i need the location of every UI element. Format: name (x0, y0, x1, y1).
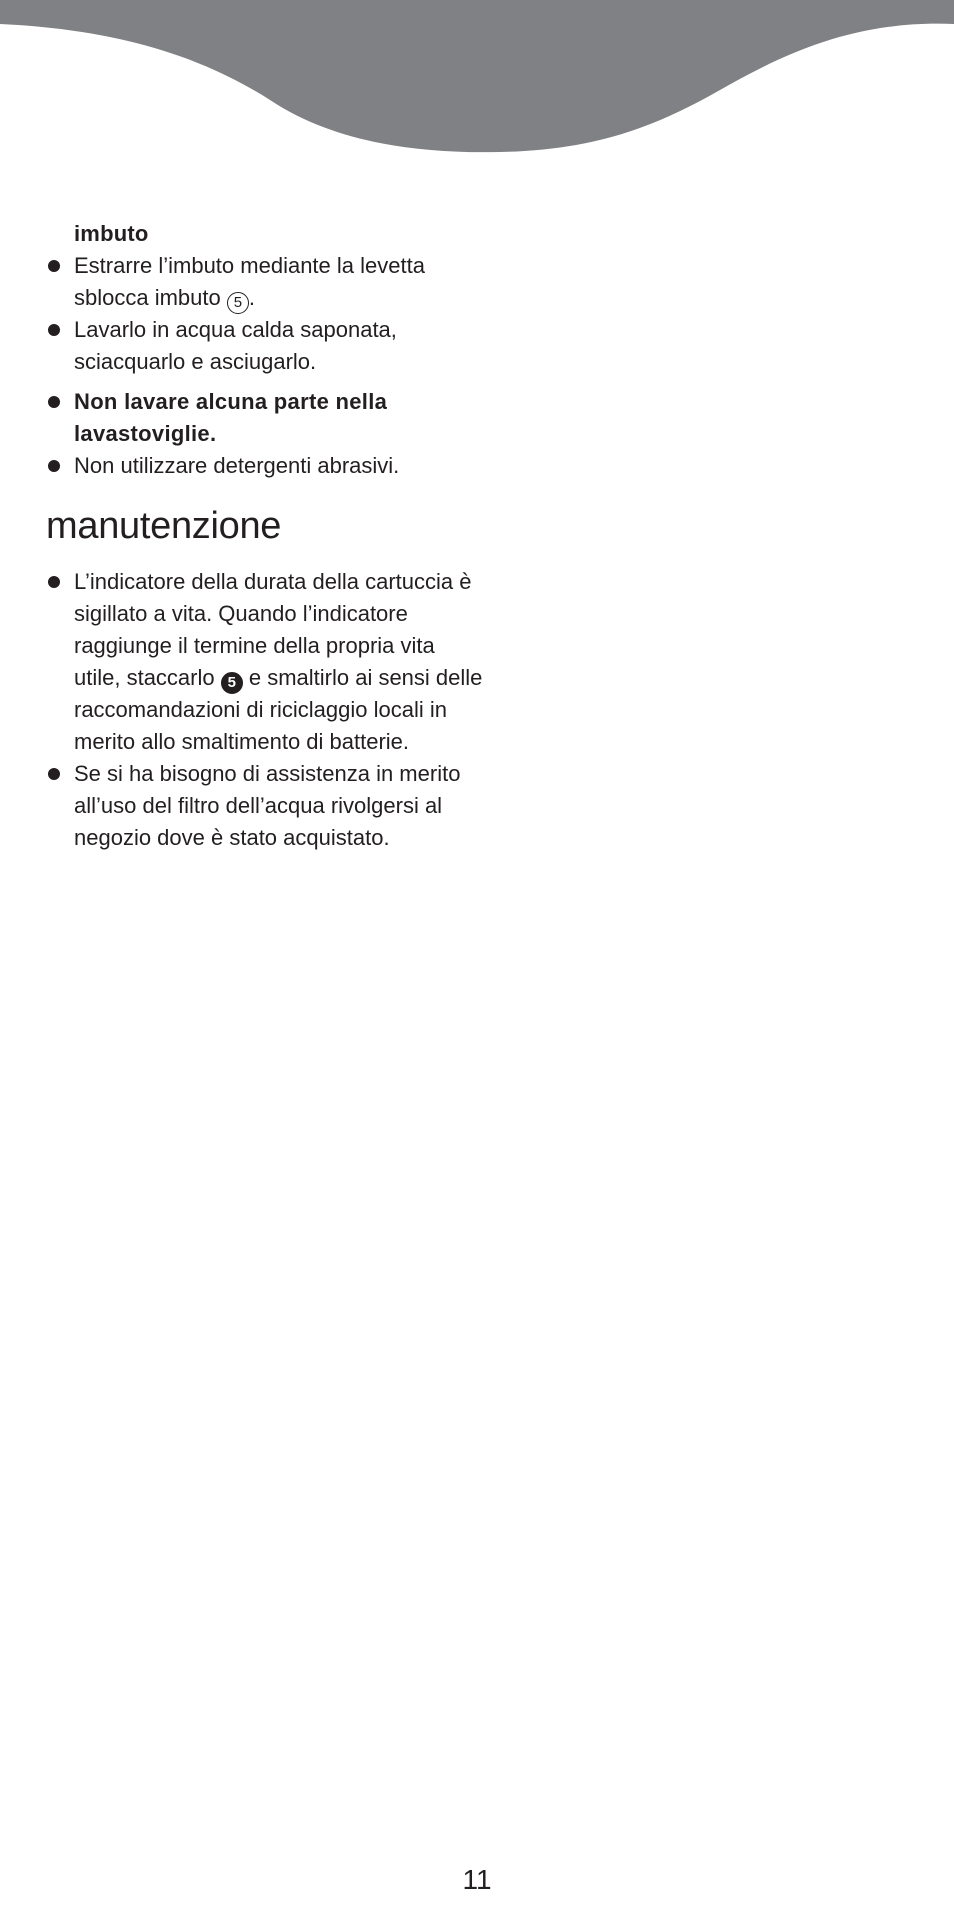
list-item (46, 250, 486, 314)
bullet-icon (48, 396, 60, 408)
bullet-icon (48, 768, 60, 780)
list-item-text: Estrarre l’imbuto mediante la levetta sblocca imbuto (74, 253, 425, 310)
list-item-text: Non utilizzare detergenti abrasivi. (74, 453, 400, 478)
list-item (46, 450, 486, 482)
bullet-icon (48, 460, 60, 472)
page-number: 11 (462, 1864, 492, 1895)
cleaning-list (46, 250, 486, 378)
subheading-imbuto: imbuto (74, 221, 149, 246)
filled-circled-number-icon: 5 (221, 672, 243, 694)
header-wave-shape (0, 0, 954, 152)
bullet-icon (48, 576, 60, 588)
bullet-icon (48, 260, 60, 272)
list-item-text: Se si ha bisogno di assistenza in merito all’uso del filtro dell’acqua rivolgersi al negozio dove è stato acquistato. (74, 761, 461, 850)
warning-list (46, 386, 486, 482)
list-item (46, 314, 486, 378)
circled-number-icon: 5 (227, 292, 249, 314)
header-wave-decoration (0, 0, 954, 160)
list-item-text: Non lavare alcuna parte nella lavastoviglie. (74, 389, 388, 446)
section-title-manutenzione: manutenzione (46, 505, 282, 547)
list-item-text: L’indicatore della durata della cartuccia è sigillato a vita. Quando l’indicatore raggiunge il termine della propria vita utile, staccarlo (74, 569, 472, 690)
list-item-warning (46, 386, 486, 450)
list-item (46, 566, 486, 758)
list-item-text-continued: e smaltirlo ai sensi delle raccomandazioni di riciclaggio locali in merito allo smaltimento di batterie. (74, 665, 483, 754)
bullet-icon (48, 324, 60, 336)
maintenance-list (46, 566, 486, 854)
list-item-text-end: . (248, 285, 255, 310)
page-content (46, 218, 486, 854)
list-item-text: Lavarlo in acqua calda saponata, sciacquarlo e asciugarlo. (74, 317, 397, 374)
list-item (46, 758, 486, 854)
